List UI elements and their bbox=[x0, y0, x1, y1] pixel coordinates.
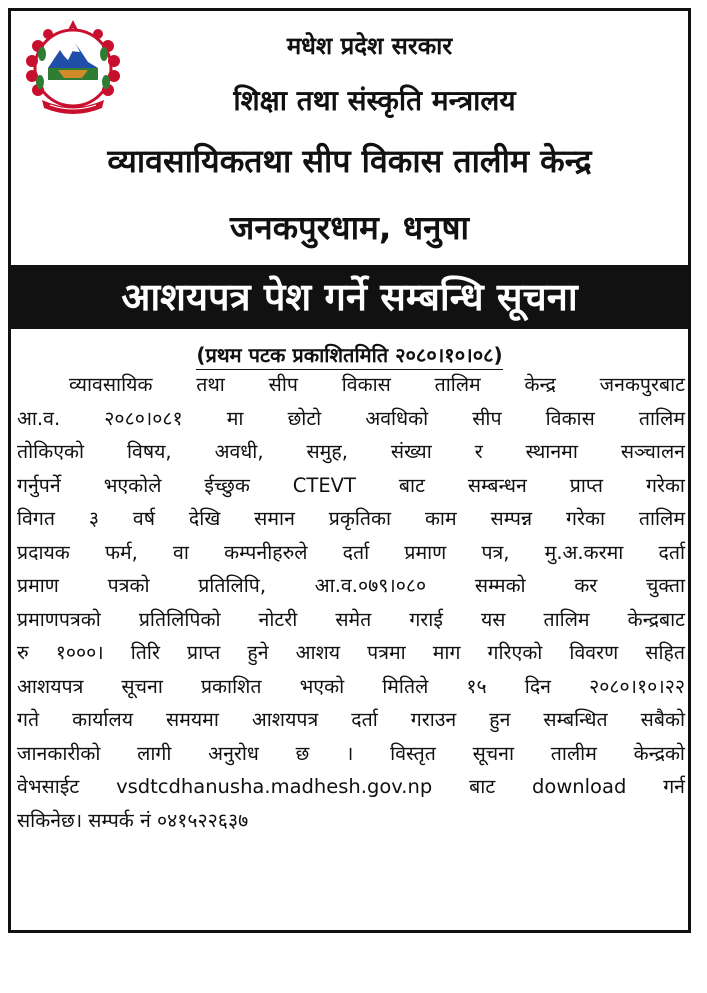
body-line: विगत ३ वर्ष देखि समान प्रकृतिका काम सम्पन्न गरेका तालिम bbox=[17, 507, 685, 530]
body-line: प्रदायक फर्म, वा कम्पनीहरुले दर्ता प्रमाण पत्र, मु.अ.करमा दर्ता bbox=[17, 540, 685, 564]
publication-date-text: (प्रथम पटक प्रकाशितमिति २०८०।१०।०८) bbox=[196, 343, 502, 370]
body-line: व्यावसायिक तथा सीप विकास तालिम केन्द्र जनकपुरबाट bbox=[69, 373, 685, 396]
publication-date-note bbox=[11, 341, 688, 368]
body-line: गर्नुपर्ने भएकोले ईच्छुक CTEVT बाट सम्बन्धन प्राप्त गरेका bbox=[17, 473, 685, 497]
body-line: सकिनेछ। सम्पर्क नं ०४१५२२६३७ bbox=[17, 808, 249, 832]
government-name: मधेश प्रदेश सरकार bbox=[286, 32, 453, 60]
body-line: प्रमाण पत्रको प्रतिलिपि, आ.व.०७९।०८० सम्मको कर चुक्ता bbox=[17, 574, 685, 597]
notice-card bbox=[8, 8, 691, 933]
body-line: वेभसाईट vsdtcdhanusha.madhesh.gov.np बाट download गर्न bbox=[17, 775, 685, 798]
body-line: तोकिएको विषय, अवधी, समुह, संख्या र स्थानमा सञ्चालन bbox=[17, 440, 685, 463]
body-line: प्रमाणपत्रको प्रतिलिपिको नोटरी समेत गराई यस तालिम केन्द्रबाट bbox=[17, 607, 685, 631]
body-line: रु १०००। तिरि प्राप्त हुने आशय पत्रमा माग गरिएको विवरण सहित bbox=[17, 641, 685, 664]
body-line: आ.व. २०८०।०८१ मा छोटो अवधिको सीप विकास तालिम bbox=[17, 406, 685, 430]
center-location: जनकपुरधाम, धनुषा bbox=[229, 208, 470, 247]
center-name: व्यावसायिकतथा सीप विकास तालीम केन्द्र bbox=[107, 142, 592, 180]
body-line: गते कार्यालय समयमा आशयपत्र दर्ता गराउन हुन सम्बन्धित सबैको bbox=[17, 708, 685, 731]
notice-body bbox=[17, 368, 685, 837]
body-line: जानकारीको लागी अनुरोध छ । विस्तृत सूचना तालीम केन्द्रको bbox=[17, 741, 685, 765]
body-line: आशयपत्र सूचना प्रकाशित भएको मितिले १५ दिन २०८०।१०।२२ bbox=[17, 674, 685, 698]
ministry-name: शिक्षा तथा संस्कृति मन्त्रालय bbox=[233, 84, 516, 117]
notice-title-banner: आशयपत्र पेश गर्ने सम्बन्धि सूचना bbox=[11, 265, 688, 329]
